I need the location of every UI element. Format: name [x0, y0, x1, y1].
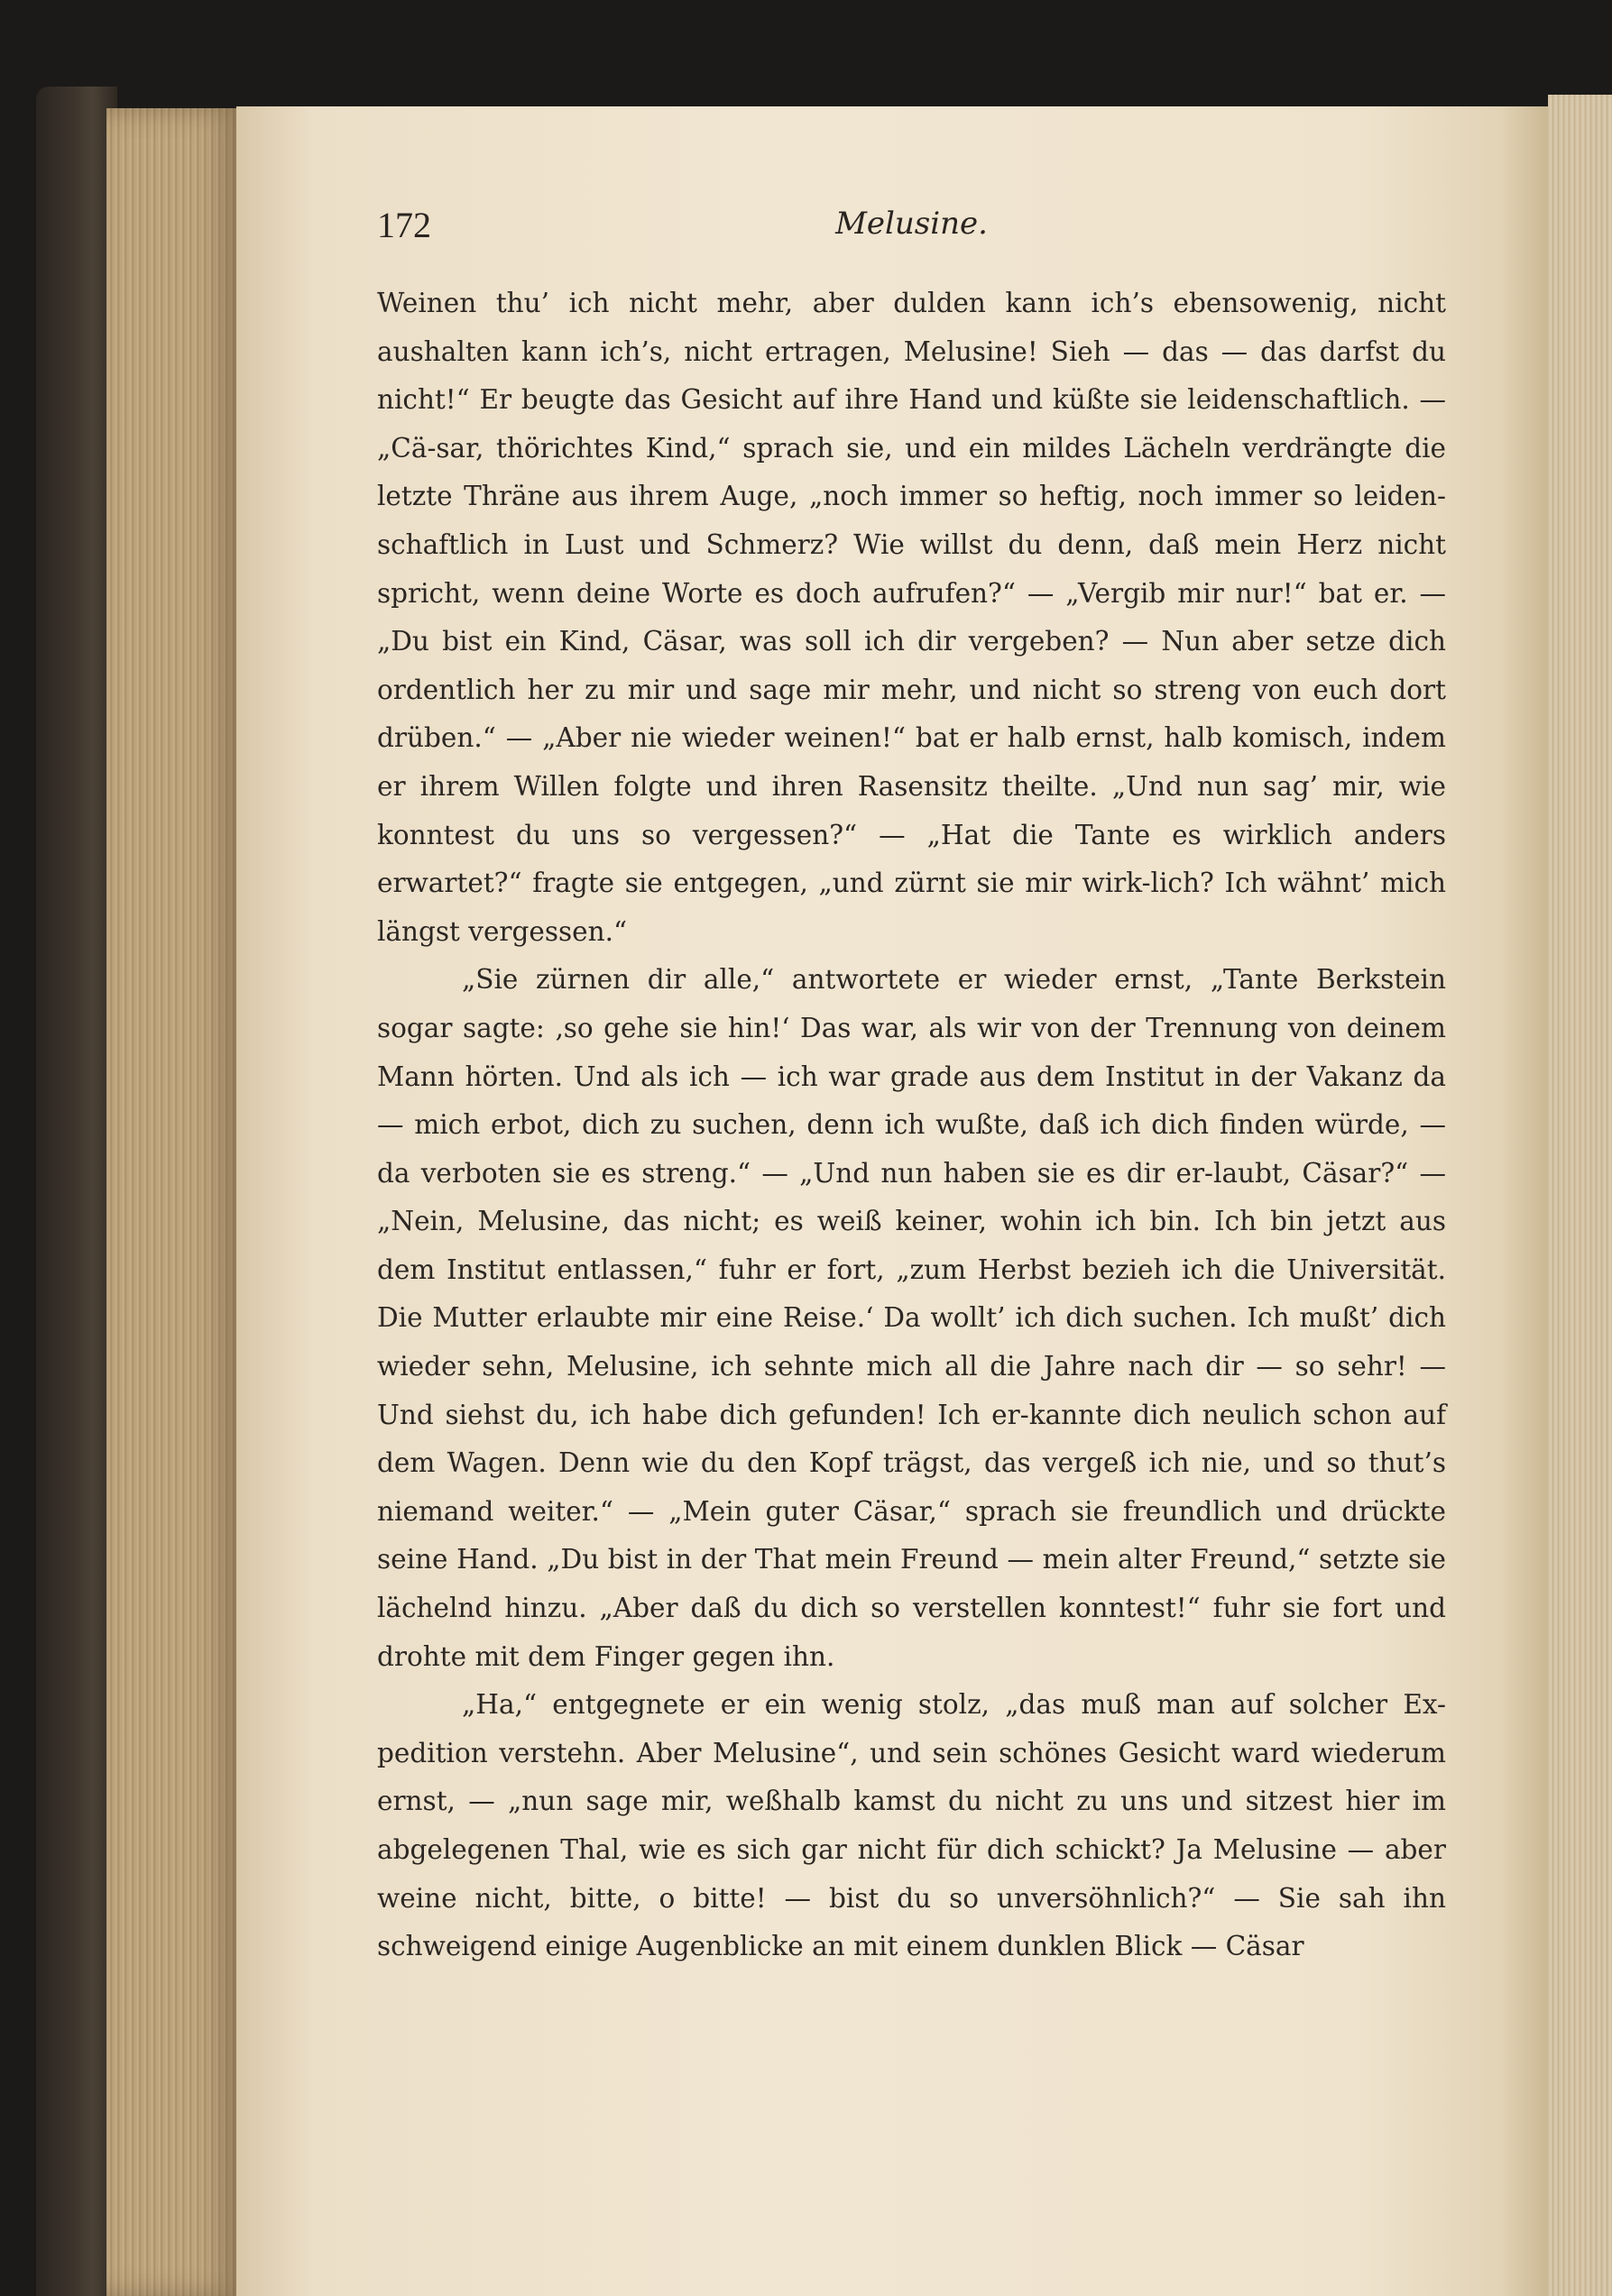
- page-stack-left: [106, 108, 242, 2296]
- page-stack-right: [1548, 95, 1612, 2296]
- running-title: Melusine.: [835, 206, 988, 242]
- paragraph-1: Weinen thu’ ich nicht mehr, aber dulden kann ich’s ebensowenig, nicht aushalten kann ich’s, nicht ertragen, Melusine! Sieh — das — das darfst du nicht!“ Er beugte das Gesicht auf ihre Hand und küßte sie leidenschaftlich. — „Cä-sar, thörichtes Kind,“ sprach sie, und ein mildes Lächeln verdrängte die letzte Thräne aus ihrem Auge, „noch immer so heftig, noch immer so leiden-schaftlich in Lust und Schmerz? Wie willst du denn, daß mein Herz nicht spricht, wenn deine Worte es doch aufrufen?“ — „Vergib mir nur!“ bat er. — „Du bist ein Kind, Cäsar, was soll ich dir vergeben? — Nun aber setze dich ordentlich her zu mir und sage mir mehr, und nicht so streng von euch dort drüben.“ — „Aber nie wieder weinen!“ bat er halb ernst, halb komisch, indem er ihrem Willen folgte und ihren Rasensitz theilte. „Und nun sag’ mir, wie konntest du uns so vergessen?“ — „Hat die Tante es wirklich anders erwartet?“ fragte sie entgegen, „und zürnt sie mir wirk-lich? Ich wähnt’ mich längst vergessen.“: [377, 288, 1446, 947]
- paragraph-2: „Sie zürnen dir alle,“ antwortete er wieder ernst, „Tante Berkstein sogar sagte: ‚so gehe sie hin!‘ Das war, als wir von der Trennung von deinem Mann hörten. Und als ich — ich war grade aus dem Institut in der Vakanz da — mich erbot, dich zu suchen, denn ich wußte, daß ich dich finden würde, — da verboten sie es streng.“ — „Und nun haben sie es dir er-laubt, Cäsar?“ — „Nein, Melusine, das nicht; es weiß keiner, wohin ich bin. Ich bin jetzt aus dem Institut entlassen,“ fuhr er fort, „zum Herbst bezieh ich die Universität. Die Mutter erlaubte mir eine Reise.‘ Da wollt’ ich dich suchen. Ich mußt’ dich wieder sehn, Melusine, ich sehnte mich all die Jahre nach dir — so sehr! — Und siehst du, ich habe dich gefunden! Ich er-kannte dich neulich schon auf dem Wagen. Denn wie du den Kopf trägst, das vergeß ich nie, und so thut’s niemand weiter.“ — „Mein guter Cäsar,“ sprach sie freundlich und drückte seine Hand. „Du bist in der That mein Freund — mein alter Freund,“ setzte sie lächelnd hinzu. „Aber daß du dich so verstellen konntest!“ fuhr sie fort und drohte mit dem Finger gegen ihn.: [377, 964, 1446, 1672]
- paragraph-3: „Ha,“ entgegnete er ein wenig stolz, „das muß man auf solcher Ex-pedition verstehn. Aber Melusine“, und sein schönes Gesicht ward wiederum ernst, — „nun sage mir, weßhalb kamst du nicht zu uns und sitzest hier im abgelegenen Thal, wie es sich gar nicht für dich schickt? Ja Melusine — aber weine nicht, bitte, o bitte! — bist du so unversöhnlich?“ — Sie sah ihn schweigend einige Augenblicke an mit einem dunklen Blick — Cäsar: [377, 1689, 1446, 1962]
- page-number: 172: [377, 205, 431, 245]
- body-text: [377, 280, 1446, 1971]
- book-cover-edge: [36, 87, 117, 2296]
- page-header: [377, 204, 1446, 258]
